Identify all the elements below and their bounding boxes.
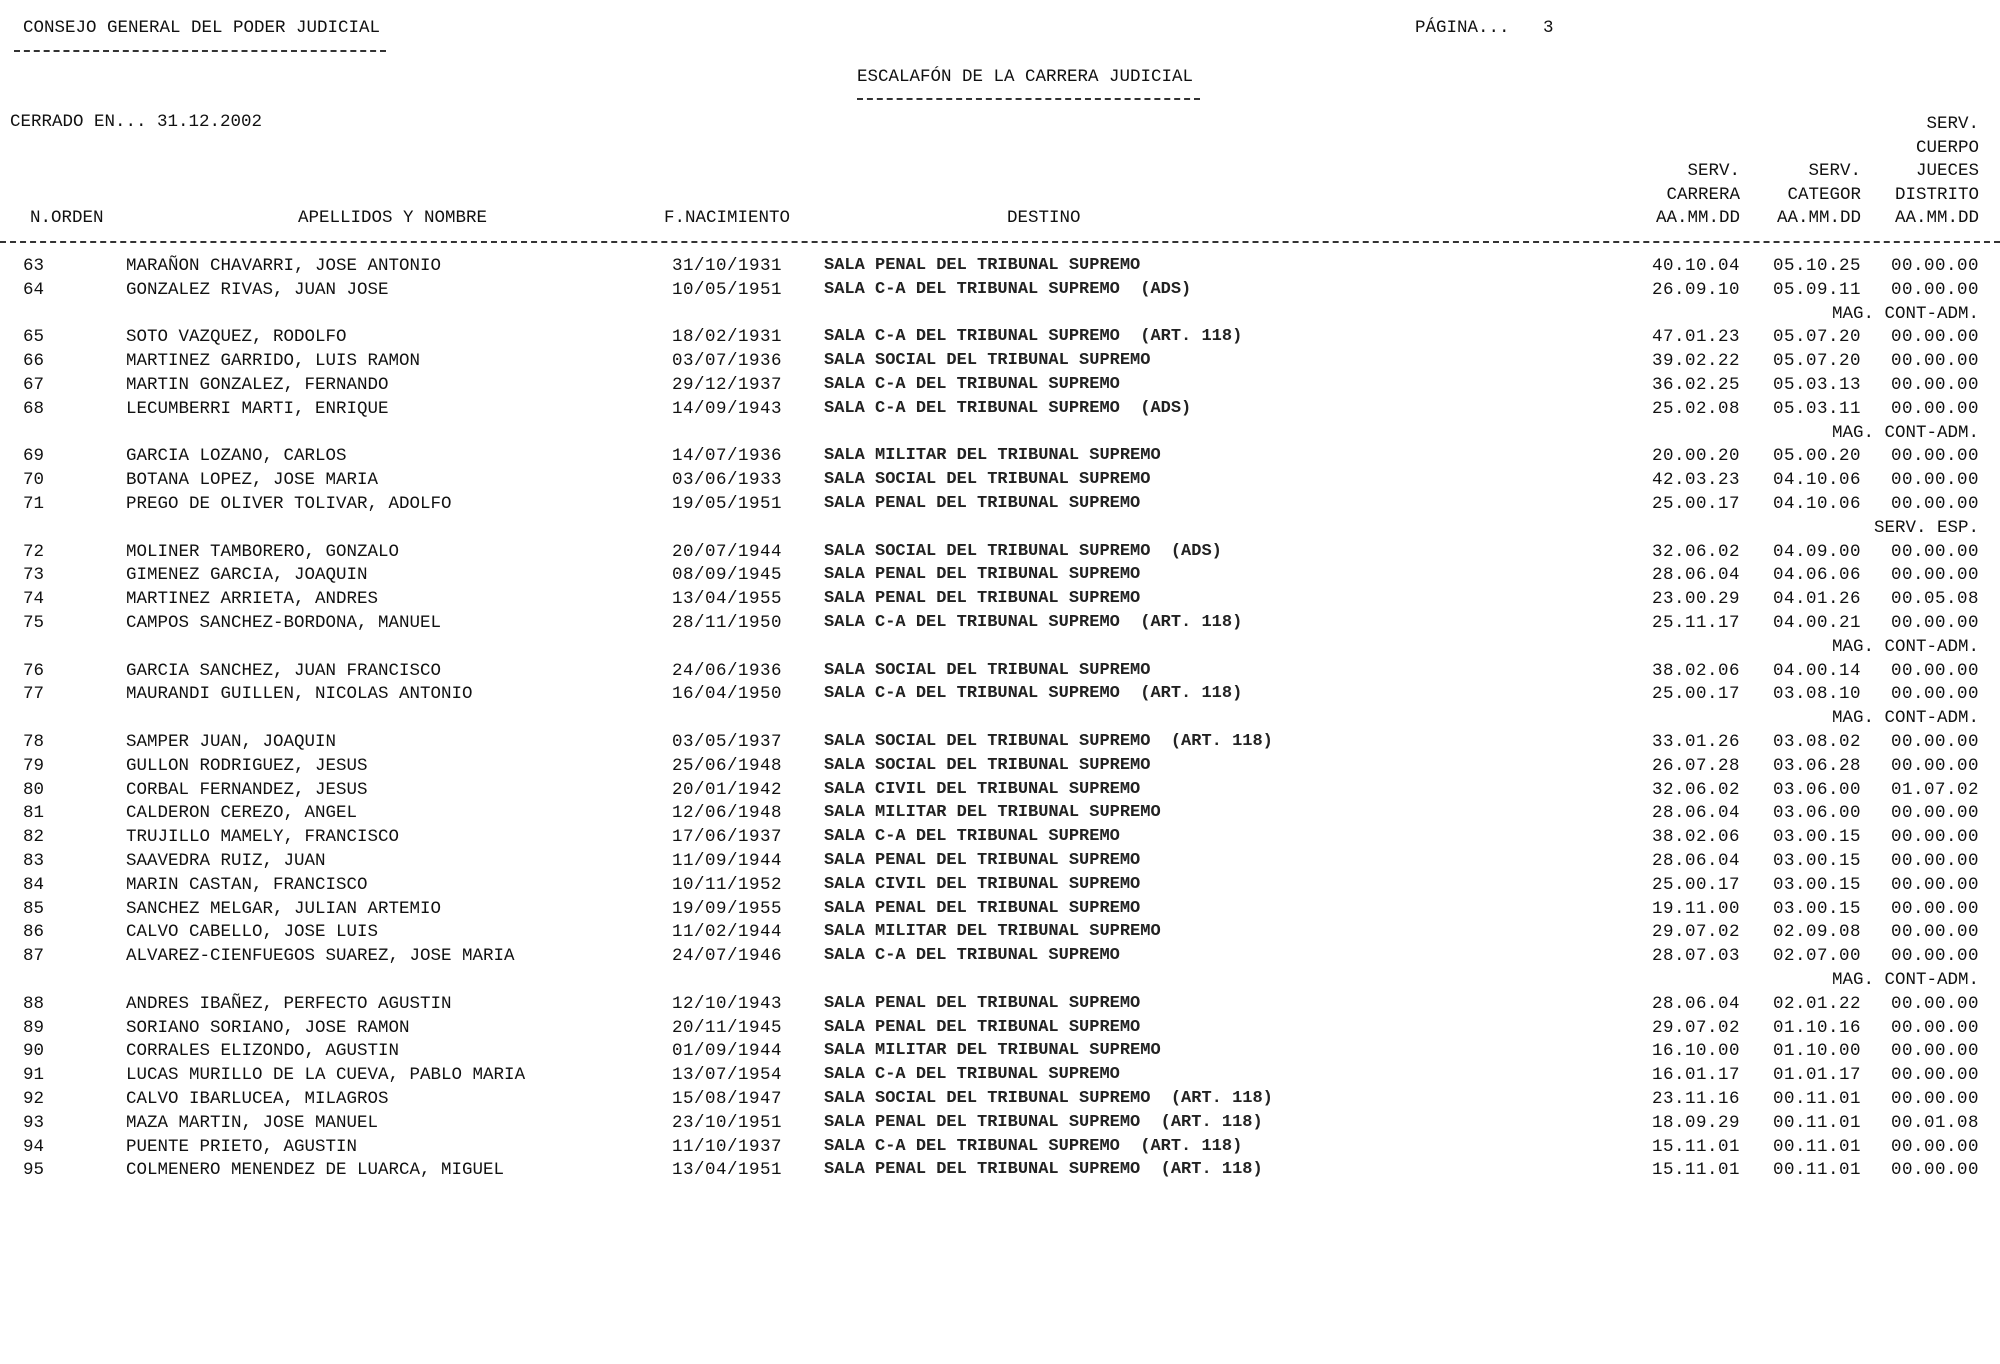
full-name: GARCIA SANCHEZ, JUAN FRANCISCO <box>126 660 442 681</box>
serv-distrito: 00.00.00 <box>1890 1160 1979 1181</box>
birth-date: 12/06/1948 <box>672 803 783 824</box>
order-number: 77 <box>23 684 45 705</box>
serv-categor: 03.06.00 <box>1772 803 1861 824</box>
serv-distrito: 00.00.00 <box>1890 684 1979 705</box>
order-number: 64 <box>23 279 45 300</box>
serv-distrito: 00.00.00 <box>1890 803 1979 824</box>
serv-carrera: 20.00.20 <box>1651 446 1740 467</box>
serv-distrito: 00.00.00 <box>1890 660 1979 681</box>
order-number: 69 <box>23 446 45 467</box>
serv-distrito: 00.00.00 <box>1890 922 1979 943</box>
birth-date: 13/04/1955 <box>672 589 783 610</box>
order-number: 66 <box>23 351 45 372</box>
col-nacimiento: F.NACIMIENTO <box>664 208 791 228</box>
serv-categor: 02.01.22 <box>1772 993 1861 1014</box>
serv-distrito: 00.00.00 <box>1890 993 1979 1014</box>
order-number: 94 <box>23 1136 45 1157</box>
full-name: BOTANA LOPEZ, JOSE MARIA <box>126 470 379 491</box>
birth-date: 19/05/1951 <box>672 494 783 514</box>
serv-distrito: 01.07.02 <box>1890 779 1979 800</box>
birth-date: 01/09/1944 <box>672 1041 783 1062</box>
serv-distrito: 00.00.00 <box>1890 327 1979 348</box>
destination: SALA C-A DEL TRIBUNAL SUPREMO <box>824 375 1120 394</box>
full-name: MAURANDI GUILLEN, NICOLAS ANTONIO <box>126 684 473 705</box>
serv-categor: 04.10.06 <box>1772 494 1861 514</box>
birth-date: 17/06/1937 <box>672 827 783 848</box>
serv-categor: 04.09.00 <box>1772 541 1861 562</box>
serv-carrera: 26.09.10 <box>1651 279 1740 300</box>
order-number: 82 <box>23 827 45 848</box>
col-orden: N.ORDEN <box>30 208 104 228</box>
serv-distrito: 00.00.00 <box>1890 613 1979 633</box>
order-number: 86 <box>23 922 45 943</box>
serv-categor: 03.00.15 <box>1772 898 1861 919</box>
birth-date: 13/07/1954 <box>672 1065 783 1086</box>
serv-categor: 05.09.11 <box>1772 279 1861 300</box>
order-number: 80 <box>23 779 45 800</box>
birth-date: 03/05/1937 <box>672 732 783 752</box>
destination: SALA SOCIAL DEL TRIBUNAL SUPREMO <box>824 351 1151 371</box>
order-number: 71 <box>23 494 45 514</box>
full-name: MAZA MARTIN, JOSE MANUEL <box>126 1112 379 1133</box>
serv-distrito: 00.00.00 <box>1890 470 1979 491</box>
serv-categor: 05.00.20 <box>1772 446 1861 467</box>
col-distrito-line: JUECES <box>1915 161 1979 181</box>
full-name: MARAÑON CHAVARRI, JOSE ANTONIO <box>126 256 442 276</box>
birth-date: 15/08/1947 <box>672 1089 783 1109</box>
serv-categor: 03.06.00 <box>1772 779 1861 800</box>
col-distrito-line: DISTRITO <box>1894 185 1979 205</box>
col-distrito-line: AA.MM.DD <box>1894 208 1979 228</box>
full-name: LECUMBERRI MARTI, ENRIQUE <box>126 398 389 419</box>
serv-distrito: 00.00.00 <box>1890 732 1979 752</box>
full-name: MARTINEZ ARRIETA, ANDRES <box>126 589 379 610</box>
category-note-text: MAG. CONT-ADM. <box>1831 708 1979 729</box>
birth-date: 20/11/1945 <box>672 1017 783 1038</box>
order-number: 79 <box>23 755 45 776</box>
serv-carrera: 16.01.17 <box>1651 1065 1740 1086</box>
serv-carrera: 25.02.08 <box>1651 398 1740 419</box>
full-name: GULLON RODRIGUEZ, JESUS <box>126 755 368 776</box>
serv-distrito: 00.00.00 <box>1890 398 1979 419</box>
serv-categor: 03.00.15 <box>1772 851 1861 871</box>
serv-categor: 03.08.10 <box>1772 684 1861 705</box>
destination: SALA SOCIAL DEL TRIBUNAL SUPREMO (ART. 118) <box>824 732 1273 751</box>
full-name: SANCHEZ MELGAR, JULIAN ARTEMIO <box>126 898 442 919</box>
col-categor-line: SERV. <box>1808 161 1861 181</box>
order-number: 75 <box>23 613 45 633</box>
destination: SALA C-A DEL TRIBUNAL SUPREMO <box>824 1065 1120 1085</box>
serv-carrera: 19.11.00 <box>1651 898 1740 919</box>
col-carrera-line: SERV. <box>1687 161 1740 181</box>
full-name: MARIN CASTAN, FRANCISCO <box>126 874 368 895</box>
order-number: 87 <box>23 946 45 967</box>
destination: SALA PENAL DEL TRIBUNAL SUPREMO <box>824 851 1141 870</box>
serv-carrera: 32.06.02 <box>1651 541 1740 562</box>
serv-carrera: 28.06.04 <box>1651 565 1740 586</box>
serv-carrera: 36.02.25 <box>1651 375 1740 395</box>
serv-carrera: 23.11.16 <box>1651 1089 1740 1109</box>
order-number: 67 <box>23 375 45 395</box>
order-number: 74 <box>23 589 45 610</box>
serv-categor: 04.00.21 <box>1772 613 1861 633</box>
serv-distrito: 00.00.00 <box>1890 946 1979 967</box>
full-name: CALDERON CEREZO, ANGEL <box>126 803 358 824</box>
serv-carrera: 25.00.17 <box>1651 874 1740 895</box>
birth-date: 24/07/1946 <box>672 946 783 967</box>
full-name: LUCAS MURILLO DE LA CUEVA, PABLO MARIA <box>126 1065 526 1086</box>
destination: SALA PENAL DEL TRIBUNAL SUPREMO <box>824 589 1141 609</box>
order-number: 83 <box>23 851 45 871</box>
destination: SALA PENAL DEL TRIBUNAL SUPREMO <box>824 494 1141 513</box>
serv-categor: 03.00.15 <box>1772 827 1861 848</box>
col-categor-line: CATEGOR <box>1787 185 1861 205</box>
birth-date: 11/09/1944 <box>672 851 783 871</box>
serv-carrera: 25.11.17 <box>1651 613 1740 633</box>
col-categor-line: AA.MM.DD <box>1776 208 1861 228</box>
serv-distrito: 00.00.00 <box>1890 1041 1979 1062</box>
serv-carrera: 28.06.04 <box>1651 851 1740 871</box>
serv-carrera: 25.00.17 <box>1651 494 1740 514</box>
destination: SALA SOCIAL DEL TRIBUNAL SUPREMO (ADS) <box>824 541 1222 561</box>
col-nombre: APELLIDOS Y NOMBRE <box>298 208 488 228</box>
serv-carrera: 25.00.17 <box>1651 684 1740 705</box>
serv-carrera: 29.07.02 <box>1651 922 1740 943</box>
closing-date: CERRADO EN... 31.12.2002 <box>10 112 263 132</box>
serv-carrera: 15.11.01 <box>1651 1136 1740 1157</box>
birth-date: 24/06/1936 <box>672 660 783 681</box>
destination: SALA PENAL DEL TRIBUNAL SUPREMO <box>824 898 1141 918</box>
birth-date: 20/01/1942 <box>672 779 783 800</box>
serv-categor: 04.06.06 <box>1772 565 1861 586</box>
serv-carrera: 23.00.29 <box>1651 589 1740 610</box>
destination: SALA C-A DEL TRIBUNAL SUPREMO <box>824 946 1120 966</box>
birth-date: 28/11/1950 <box>672 613 783 633</box>
birth-date: 11/02/1944 <box>672 922 783 943</box>
serv-carrera: 39.02.22 <box>1651 351 1740 372</box>
destination: SALA C-A DEL TRIBUNAL SUPREMO (ART. 118) <box>824 684 1243 704</box>
destination: SALA MILITAR DEL TRIBUNAL SUPREMO <box>824 1041 1161 1061</box>
serv-distrito: 00.05.08 <box>1890 589 1979 610</box>
full-name: COLMENERO MENENDEZ DE LUARCA, MIGUEL <box>126 1160 505 1181</box>
birth-date: 11/10/1937 <box>672 1136 783 1157</box>
full-name: MOLINER TAMBORERO, GONZALO <box>126 541 400 562</box>
birth-date: 03/06/1933 <box>672 470 783 491</box>
birth-date: 18/02/1931 <box>672 327 783 348</box>
serv-categor: 03.06.28 <box>1772 755 1861 776</box>
birth-date: 08/09/1945 <box>672 565 783 586</box>
serv-carrera: 15.11.01 <box>1651 1160 1740 1181</box>
serv-carrera: 29.07.02 <box>1651 1017 1740 1038</box>
serv-categor: 05.03.13 <box>1772 375 1861 395</box>
organization-name: CONSEJO GENERAL DEL PODER JUDICIAL <box>23 18 381 38</box>
serv-categor: 00.11.01 <box>1772 1089 1861 1109</box>
order-number: 76 <box>23 660 45 681</box>
full-name: CORRALES ELIZONDO, AGUSTIN <box>126 1041 400 1062</box>
serv-distrito: 00.00.00 <box>1890 565 1979 586</box>
full-name: SORIANO SORIANO, JOSE RAMON <box>126 1017 410 1038</box>
destination: SALA SOCIAL DEL TRIBUNAL SUPREMO <box>824 470 1151 490</box>
serv-carrera: 28.07.03 <box>1651 946 1740 967</box>
destination: SALA PENAL DEL TRIBUNAL SUPREMO <box>824 565 1141 585</box>
header-separator <box>0 241 2000 243</box>
order-number: 72 <box>23 541 45 562</box>
order-number: 65 <box>23 327 45 348</box>
serv-distrito: 00.00.00 <box>1890 851 1979 871</box>
category-note-text: SERV. ESP. <box>1873 517 1979 538</box>
destination: SALA SOCIAL DEL TRIBUNAL SUPREMO <box>824 755 1151 775</box>
serv-carrera: 28.06.04 <box>1651 993 1740 1014</box>
order-number: 91 <box>23 1065 45 1086</box>
serv-carrera: 33.01.26 <box>1651 732 1740 752</box>
serv-categor: 01.01.17 <box>1772 1065 1861 1086</box>
serv-categor: 02.07.00 <box>1772 946 1861 967</box>
category-note-text: MAG. CONT-ADM. <box>1831 303 1979 324</box>
col-distrito-line: SERV. <box>1926 114 1979 134</box>
destination: SALA MILITAR DEL TRIBUNAL SUPREMO <box>824 922 1161 942</box>
serv-distrito: 00.00.00 <box>1890 1017 1979 1038</box>
destination: SALA SOCIAL DEL TRIBUNAL SUPREMO (ART. 118) <box>824 1089 1273 1108</box>
serv-categor: 05.07.20 <box>1772 327 1861 348</box>
birth-date: 13/04/1951 <box>672 1160 783 1181</box>
serv-distrito: 00.00.00 <box>1890 494 1979 514</box>
col-distrito-line: CUERPO <box>1915 138 1979 158</box>
serv-carrera: 38.02.06 <box>1651 827 1740 848</box>
serv-carrera: 47.01.23 <box>1651 327 1740 348</box>
birth-date: 25/06/1948 <box>672 755 783 776</box>
order-number: 85 <box>23 898 45 919</box>
full-name: PREGO DE OLIVER TOLIVAR, ADOLFO <box>126 494 452 514</box>
serv-distrito: 00.00.00 <box>1890 827 1979 848</box>
page-number: 3 <box>1543 18 1554 38</box>
col-carrera-line: CARRERA <box>1666 185 1740 205</box>
full-name: CALVO CABELLO, JOSE LUIS <box>126 922 379 943</box>
serv-distrito: 00.00.00 <box>1890 446 1979 467</box>
full-name: CORBAL FERNANDEZ, JESUS <box>126 779 368 800</box>
destination: SALA PENAL DEL TRIBUNAL SUPREMO <box>824 993 1141 1013</box>
destination: SALA PENAL DEL TRIBUNAL SUPREMO (ART. 118) <box>824 1112 1263 1132</box>
serv-distrito: 00.00.00 <box>1890 874 1979 895</box>
order-number: 92 <box>23 1089 45 1109</box>
birth-date: 14/07/1936 <box>672 446 783 467</box>
order-number: 84 <box>23 874 45 895</box>
full-name: GONZALEZ RIVAS, JUAN JOSE <box>126 279 389 300</box>
serv-carrera: 18.09.29 <box>1651 1112 1740 1133</box>
full-name: CAMPOS SANCHEZ-BORDONA, MANUEL <box>126 613 442 633</box>
serv-categor: 04.10.06 <box>1772 470 1861 491</box>
full-name: ALVAREZ-CIENFUEGOS SUAREZ, JOSE MARIA <box>126 946 515 967</box>
report-title: ESCALAFÓN DE LA CARRERA JUDICIAL <box>857 67 1194 87</box>
page-label: PÁGINA... <box>1415 18 1510 38</box>
destination: SALA MILITAR DEL TRIBUNAL SUPREMO <box>824 803 1161 823</box>
serv-distrito: 00.00.00 <box>1890 256 1979 276</box>
category-note-text: MAG. CONT-ADM. <box>1831 970 1979 990</box>
destination: SALA PENAL DEL TRIBUNAL SUPREMO <box>824 1017 1141 1037</box>
order-number: 70 <box>23 470 45 491</box>
birth-date: 10/05/1951 <box>672 279 783 300</box>
col-carrera-line: AA.MM.DD <box>1655 208 1740 228</box>
serv-categor: 03.08.02 <box>1772 732 1861 752</box>
serv-carrera: 16.10.00 <box>1651 1041 1740 1062</box>
order-number: 88 <box>23 993 45 1014</box>
serv-categor: 01.10.16 <box>1772 1017 1861 1038</box>
serv-distrito: 00.00.00 <box>1890 1136 1979 1157</box>
birth-date: 16/04/1950 <box>672 684 783 705</box>
birth-date: 19/09/1955 <box>672 898 783 919</box>
serv-distrito: 00.00.00 <box>1890 279 1979 300</box>
full-name: ANDRES IBAÑEZ, PERFECTO AGUSTIN <box>126 993 452 1014</box>
serv-categor: 04.00.14 <box>1772 660 1861 681</box>
destination: SALA MILITAR DEL TRIBUNAL SUPREMO <box>824 446 1161 466</box>
title-underline <box>857 98 1200 100</box>
order-number: 95 <box>23 1160 45 1181</box>
serv-carrera: 42.03.23 <box>1651 470 1740 491</box>
serv-carrera: 38.02.06 <box>1651 660 1740 681</box>
birth-date: 03/07/1936 <box>672 351 783 372</box>
serv-categor: 00.11.01 <box>1772 1112 1861 1133</box>
destination: SALA C-A DEL TRIBUNAL SUPREMO (ADS) <box>824 279 1192 299</box>
serv-categor: 02.09.08 <box>1772 922 1861 943</box>
serv-distrito: 00.00.00 <box>1890 375 1979 395</box>
serv-carrera: 26.07.28 <box>1651 755 1740 776</box>
birth-date: 10/11/1952 <box>672 874 783 895</box>
birth-date: 12/10/1943 <box>672 993 783 1014</box>
serv-distrito: 00.01.08 <box>1890 1112 1979 1133</box>
destination: SALA CIVIL DEL TRIBUNAL SUPREMO <box>824 779 1141 799</box>
birth-date: 29/12/1937 <box>672 375 783 395</box>
full-name: CALVO IBARLUCEA, MILAGROS <box>126 1089 389 1109</box>
serv-distrito: 00.00.00 <box>1890 1065 1979 1086</box>
serv-distrito: 00.00.00 <box>1890 1089 1979 1109</box>
birth-date: 20/07/1944 <box>672 541 783 562</box>
birth-date: 23/10/1951 <box>672 1112 783 1133</box>
destination: SALA C-A DEL TRIBUNAL SUPREMO (ART. 118) <box>824 327 1243 347</box>
category-note-text: MAG. CONT-ADM. <box>1831 422 1979 443</box>
order-number: 73 <box>23 565 45 586</box>
full-name: PUENTE PRIETO, AGUSTIN <box>126 1136 358 1157</box>
full-name: GIMENEZ GARCIA, JOAQUIN <box>126 565 368 586</box>
serv-carrera: 32.06.02 <box>1651 779 1740 800</box>
serv-categor: 05.10.25 <box>1772 256 1861 276</box>
serv-distrito: 00.00.00 <box>1890 351 1979 372</box>
birth-date: 31/10/1931 <box>672 256 783 276</box>
destination: SALA C-A DEL TRIBUNAL SUPREMO (ART. 118) <box>824 1136 1243 1156</box>
destination: SALA C-A DEL TRIBUNAL SUPREMO (ADS) <box>824 398 1192 418</box>
destination: SALA SOCIAL DEL TRIBUNAL SUPREMO <box>824 660 1151 680</box>
order-number: 78 <box>23 732 45 752</box>
order-number: 90 <box>23 1041 45 1062</box>
full-name: MARTIN GONZALEZ, FERNANDO <box>126 375 389 395</box>
order-number: 89 <box>23 1017 45 1038</box>
serv-categor: 00.11.01 <box>1772 1136 1861 1157</box>
full-name: SOTO VAZQUEZ, RODOLFO <box>126 327 347 348</box>
destination: SALA C-A DEL TRIBUNAL SUPREMO <box>824 827 1120 847</box>
serv-distrito: 00.00.00 <box>1890 898 1979 919</box>
birth-date: 14/09/1943 <box>672 398 783 419</box>
org-underline <box>14 50 386 52</box>
serv-distrito: 00.00.00 <box>1890 755 1979 776</box>
serv-distrito: 00.00.00 <box>1890 541 1979 562</box>
order-number: 63 <box>23 256 45 276</box>
col-destino: DESTINO <box>1007 208 1081 228</box>
serv-categor: 04.01.26 <box>1772 589 1861 610</box>
destination: SALA PENAL DEL TRIBUNAL SUPREMO <box>824 256 1141 275</box>
order-number: 93 <box>23 1112 45 1133</box>
category-note-text: MAG. CONT-ADM. <box>1831 636 1979 657</box>
destination: SALA CIVIL DEL TRIBUNAL SUPREMO <box>824 874 1141 894</box>
full-name: SAAVEDRA RUIZ, JUAN <box>126 851 326 871</box>
serv-categor: 05.07.20 <box>1772 351 1861 372</box>
order-number: 81 <box>23 803 45 824</box>
serv-categor: 05.03.11 <box>1772 398 1861 419</box>
serv-categor: 03.00.15 <box>1772 874 1861 895</box>
full-name: GARCIA LOZANO, CARLOS <box>126 446 347 467</box>
serv-carrera: 40.10.04 <box>1651 256 1740 276</box>
full-name: SAMPER JUAN, JOAQUIN <box>126 732 337 752</box>
destination: SALA PENAL DEL TRIBUNAL SUPREMO (ART. 118) <box>824 1160 1263 1180</box>
full-name: MARTINEZ GARRIDO, LUIS RAMON <box>126 351 421 372</box>
destination: SALA C-A DEL TRIBUNAL SUPREMO (ART. 118) <box>824 613 1243 632</box>
serv-carrera: 28.06.04 <box>1651 803 1740 824</box>
order-number: 68 <box>23 398 45 419</box>
full-name: TRUJILLO MAMELY, FRANCISCO <box>126 827 400 848</box>
serv-categor: 00.11.01 <box>1772 1160 1861 1181</box>
serv-categor: 01.10.00 <box>1772 1041 1861 1062</box>
